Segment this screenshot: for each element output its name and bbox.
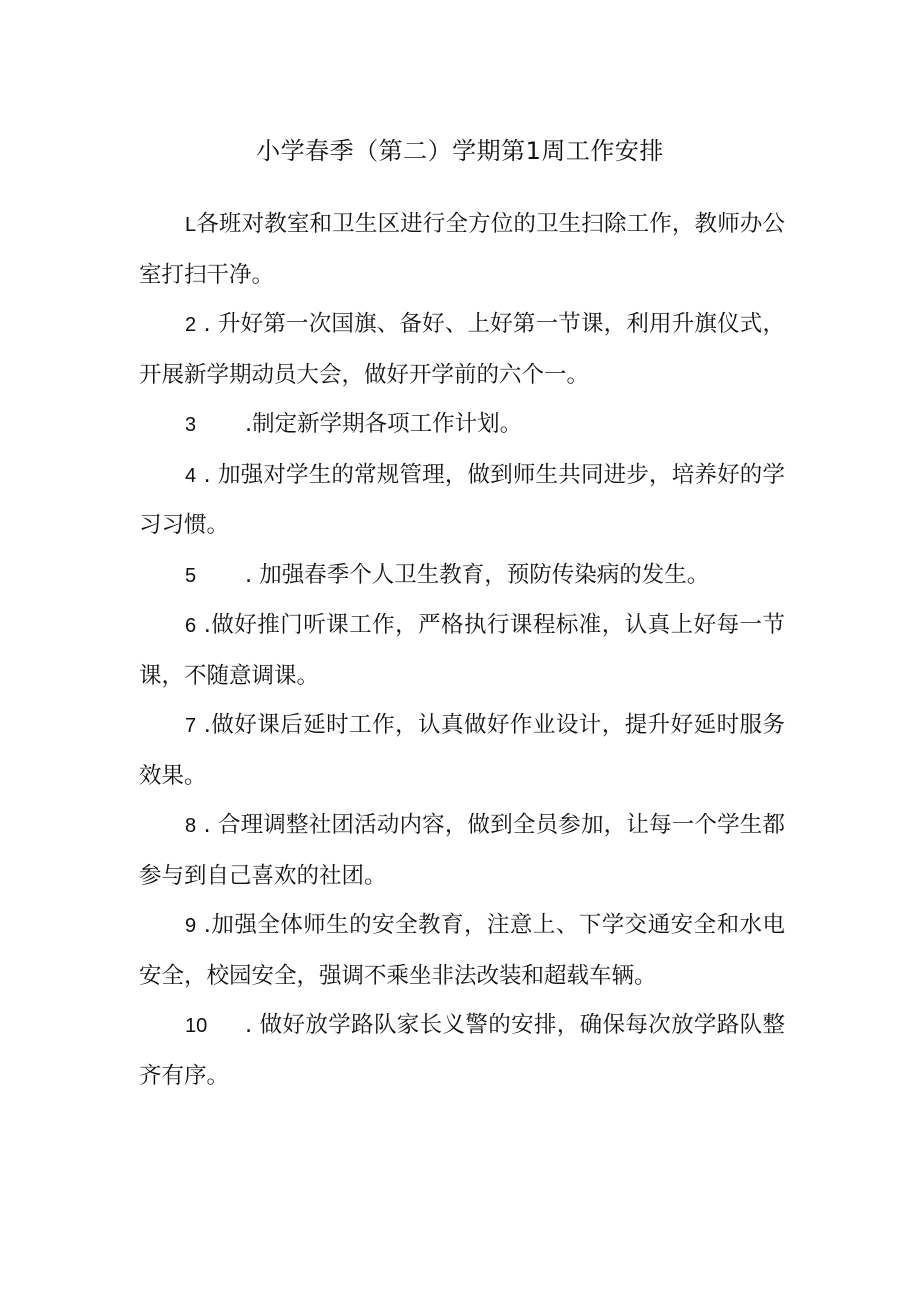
work-item-1 [139, 200, 785, 300]
document-title: 小学春季（第二）学期第1周工作安排 [256, 137, 664, 165]
item-number: 6 [185, 615, 197, 637]
work-item-2 [139, 300, 785, 400]
item-text: 各班对教室和卫生区进行全方位的卫生扫除工作，教师办公室打扫干净。 [139, 211, 785, 288]
work-item-6 [139, 601, 785, 701]
item-number: 8 [185, 815, 197, 837]
item-number: 7 [185, 715, 197, 737]
item-number: 5 [185, 564, 197, 587]
item-text: . 加强春季个人卫生教育，预防传染病的发生。 [245, 561, 710, 588]
work-item-10 [139, 1001, 785, 1101]
item-text: .制定新学期各项工作计划。 [245, 411, 523, 437]
item-text: . 合理调整社团活动内容，做到全员参加，让每一个学生都参与到自己喜欢的社团。 [139, 812, 785, 889]
item-number: L [185, 214, 197, 236]
item-text: . 做好放学路队家长义警的安排，确保每次放学路队整齐有序。 [139, 1012, 785, 1089]
work-item-3 [139, 400, 785, 451]
item-text: .做好课后延时工作，认真做好作业设计，提升好延时服务效果。 [139, 712, 785, 789]
work-item-9 [139, 901, 785, 1001]
item-text: . 升好第一次国旗、备好、上好第一节课，利用升旗仪式，开展新学期动员大会，做好开学前的六个一。 [139, 311, 785, 388]
item-number: 4 [185, 464, 197, 487]
work-item-5 [139, 551, 785, 602]
work-item-4 [139, 451, 785, 551]
work-item-7 [139, 701, 785, 801]
work-item-8 [139, 801, 785, 901]
item-text: . 加强对学生的常规管理，做到师生共同进步，培养好的学习习惯。 [139, 461, 785, 538]
item-number: 10 [185, 1015, 208, 1037]
item-number: 3 [185, 414, 197, 436]
item-number: 2 [185, 314, 197, 336]
item-text: .做好推门听课工作，严格执行课程标准，认真上好每一节课，不随意调课。 [139, 612, 785, 689]
work-item-list [139, 200, 785, 1101]
item-text: .加强全体师生的安全教育，注意上、下学交通安全和水电安全，校园安全，强调不乘坐非法改装和超载车辆。 [139, 912, 785, 989]
item-number: 9 [185, 915, 197, 937]
